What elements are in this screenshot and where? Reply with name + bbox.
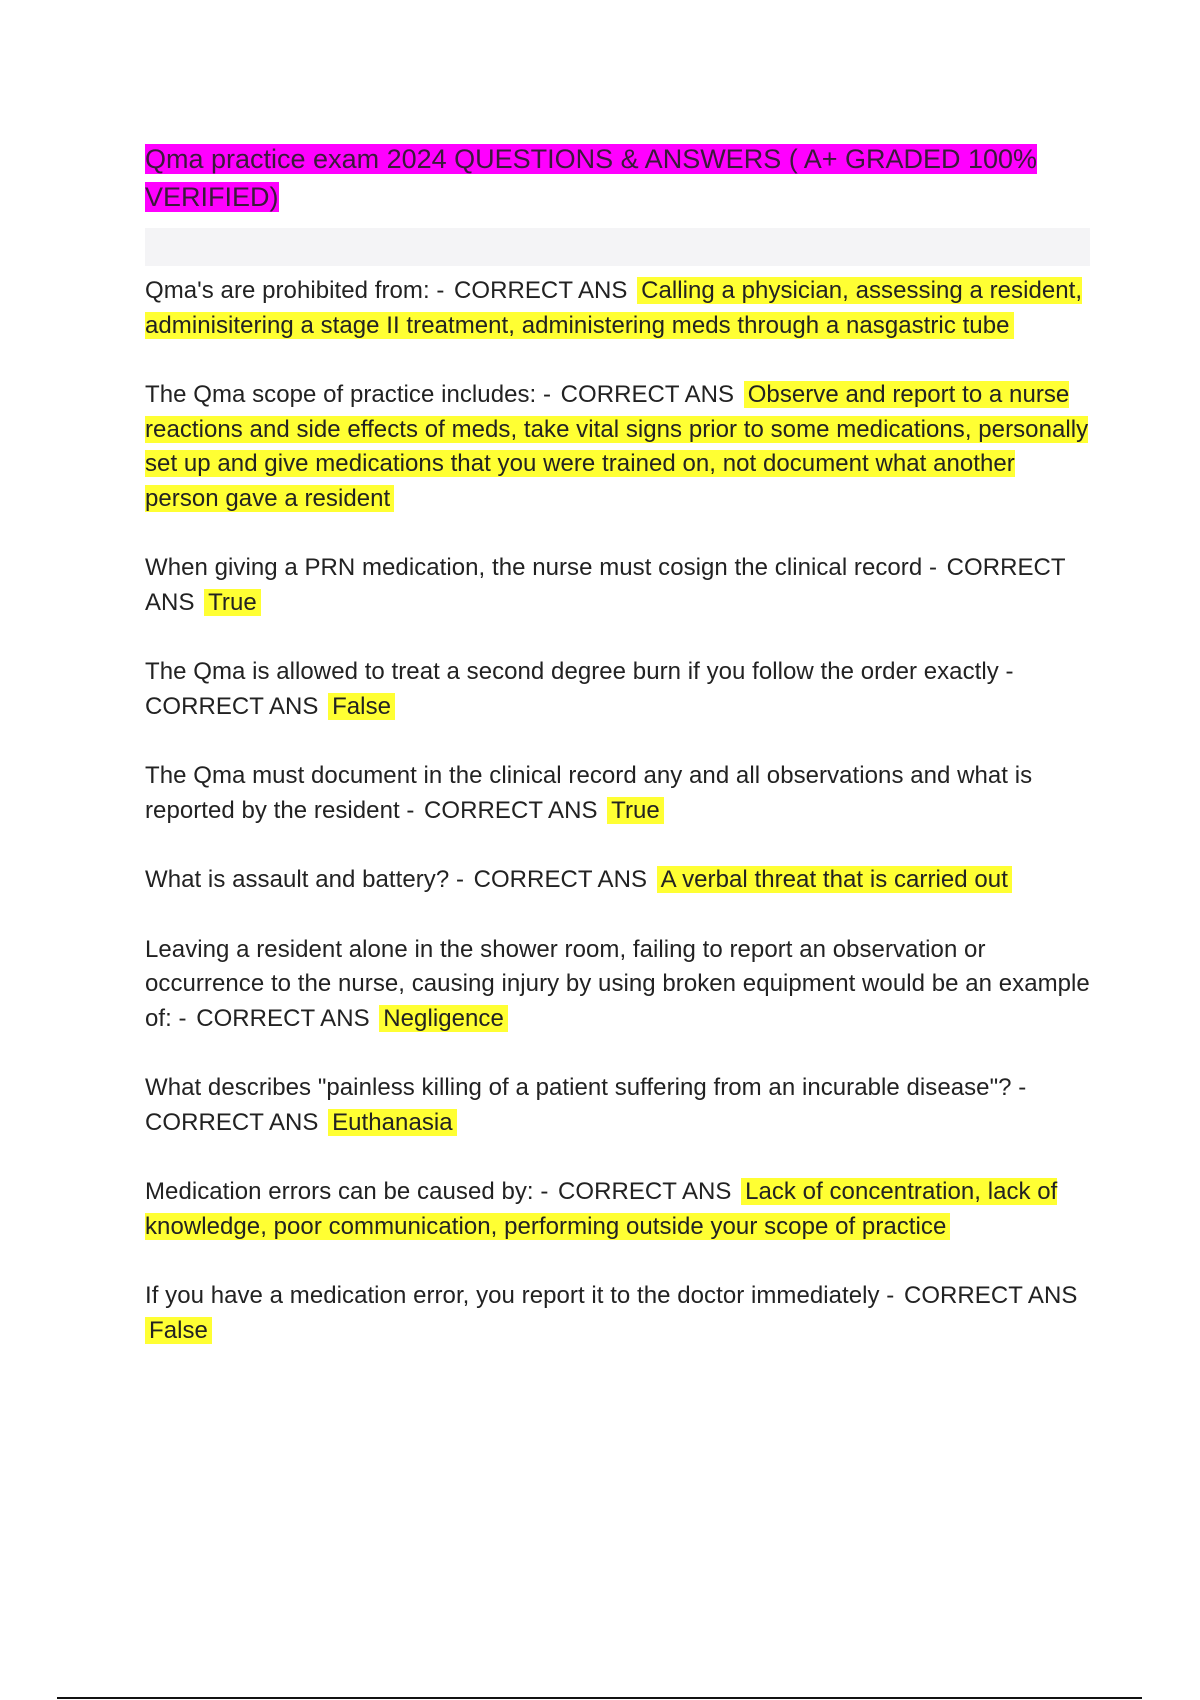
answer-highlight: Negligence bbox=[379, 1005, 508, 1032]
qa-item bbox=[145, 759, 1090, 828]
question-text: Medication errors can be caused by: - bbox=[145, 1178, 549, 1205]
qa-item bbox=[145, 933, 1090, 1037]
qa-item bbox=[145, 1279, 1090, 1348]
answer-prefix: CORRECT ANS bbox=[145, 554, 1066, 616]
answer-highlight: Calling a physician, assessing a resident, adminisitering a stage II treatment, administering meds through a nasgastric tube bbox=[145, 277, 1083, 339]
qa-item bbox=[145, 863, 1090, 898]
answer-prefix: CORRECT ANS bbox=[424, 796, 598, 824]
question-text: When giving a PRN medication, the nurse must cosign the clinical record - bbox=[145, 554, 938, 581]
answer-prefix: CORRECT ANS bbox=[145, 1108, 319, 1136]
answer-prefix: CORRECT ANS bbox=[196, 1004, 370, 1032]
qa-item bbox=[145, 551, 1090, 620]
answer-highlight: False bbox=[145, 1317, 212, 1344]
answer-prefix: CORRECT ANS bbox=[473, 866, 648, 893]
question-text: What is assault and battery? - bbox=[145, 866, 464, 893]
answer-highlight: Observe and report to a nurse reactions and side effects of meds, take vital signs prior to some medications, personally set up and give medications that you were trained on, not document what another person gave a resident bbox=[145, 381, 1089, 512]
answer-highlight: Lack of concentration, lack of knowledge, poor communication, performing outside your scope of practice bbox=[145, 1178, 1058, 1240]
answer-prefix: CORRECT ANS bbox=[145, 692, 319, 720]
title-highlight: Qma practice exam 2024 QUESTIONS & ANSWERS ( A+ GRADED 100% VERIFIED) bbox=[145, 144, 1038, 212]
question-text: Qma's are prohibited from: - bbox=[145, 277, 445, 304]
answer-prefix: CORRECT ANS bbox=[903, 1282, 1078, 1309]
answer-highlight: True bbox=[607, 797, 664, 824]
qa-item bbox=[145, 1071, 1090, 1140]
header-band bbox=[145, 228, 1090, 266]
answer-prefix: CORRECT ANS bbox=[560, 381, 735, 408]
question-text: Leaving a resident alone in the shower room, failing to report an observation or occurrence to the nurse, causing injury by using broken equipment would be an example of: - bbox=[145, 935, 1090, 1032]
answer-highlight: A verbal threat that is carried out bbox=[657, 866, 1012, 893]
question-text: The Qma scope of practice includes: - bbox=[145, 381, 552, 408]
document-page bbox=[145, 140, 1090, 1383]
answer-highlight: Euthanasia bbox=[328, 1109, 457, 1136]
document-title bbox=[145, 140, 1090, 216]
answer-highlight: True bbox=[204, 589, 261, 616]
question-list bbox=[145, 274, 1090, 1348]
qa-item bbox=[145, 1175, 1090, 1244]
answer-prefix: CORRECT ANS bbox=[557, 1178, 732, 1205]
qa-item bbox=[145, 378, 1090, 516]
page-bottom-rule bbox=[57, 1697, 1142, 1699]
question-text: If you have a medication error, you report it to the doctor immediately - bbox=[145, 1282, 895, 1309]
question-text: The Qma must document in the clinical record any and all observations and what is reported by the resident - bbox=[145, 762, 1033, 824]
question-text: The Qma is allowed to treat a second degree burn if you follow the order exactly - bbox=[145, 658, 1014, 685]
qa-item bbox=[145, 655, 1090, 724]
qa-item bbox=[145, 274, 1090, 343]
answer-prefix: CORRECT ANS bbox=[454, 277, 628, 304]
answer-highlight: False bbox=[328, 693, 395, 720]
question-text: What describes "painless killing of a patient suffering from an incurable disease"? - bbox=[145, 1074, 1027, 1101]
